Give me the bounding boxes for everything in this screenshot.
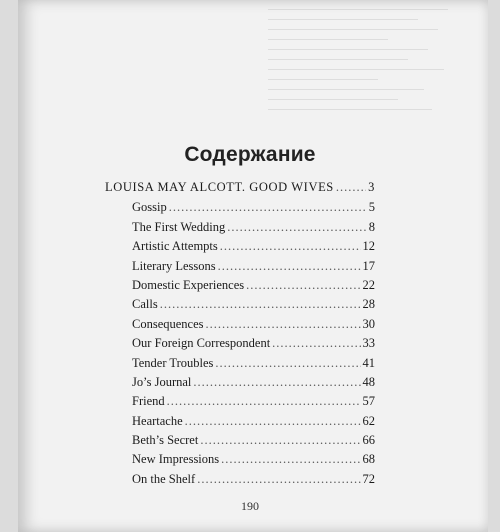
toc-entry-page: 12 [362,239,375,254]
toc-entry-page: 3 [368,180,375,194]
toc-entry-label: Calls [132,297,158,312]
toc-entry-page: 28 [362,297,375,312]
toc-entry-label: Beth’s Secret [132,433,199,448]
toc-entry[interactable] [105,220,375,239]
dot-leader [336,180,366,195]
toc-entry-label: Literary Lessons [132,258,216,273]
dot-leader [197,472,360,487]
dot-leader [185,414,361,429]
toc-entry-page: 5 [368,200,375,215]
dot-leader [167,394,361,409]
toc-entry[interactable] [105,297,375,316]
dot-leader [193,375,360,390]
dot-leader [206,317,361,332]
toc-entry-label: Heartache [132,413,183,428]
toc-entry-page: 33 [362,336,375,351]
toc-entry[interactable] [105,375,375,394]
dot-leader [227,220,367,235]
toc-entry[interactable] [105,278,375,297]
toc-entry-page: 72 [362,471,375,486]
bleed-through-text [268,0,468,110]
dot-leader [272,336,360,351]
toc-entry-page: 17 [362,258,375,273]
toc-entry-label: Tender Troubles [132,355,214,370]
dot-leader [246,278,360,293]
toc-entry-label: LOUISA MAY ALCOTT. GOOD WIVES [105,180,334,194]
toc-entry-page: 48 [362,374,375,389]
page-number: 190 [241,499,259,513]
toc-entry[interactable] [105,472,375,491]
toc-entry-main[interactable] [105,180,375,199]
toc-entry-page: 68 [362,452,375,467]
toc-entry-page: 57 [362,394,375,409]
toc-entry[interactable] [105,259,375,278]
toc-entry-page: 8 [368,219,375,234]
dot-leader [220,239,361,254]
toc-entry[interactable] [105,356,375,375]
toc-entry-label: New Impressions [132,452,220,467]
toc-entry[interactable] [105,452,375,471]
table-of-contents [105,180,375,491]
toc-entry[interactable] [105,414,375,433]
dot-leader [221,452,360,467]
toc-entry-label: Our Foreign Correspondent [132,336,271,351]
toc-entry-page: 30 [362,316,375,331]
toc-entry-label: Friend [132,394,165,409]
dot-leader [169,200,367,215]
page-title: Содержание [184,143,316,166]
toc-entry-label: Gossip [132,200,167,215]
toc-entry[interactable] [105,200,375,219]
dot-leader [160,297,361,312]
toc-entry[interactable] [105,394,375,413]
dot-leader [215,356,360,371]
toc-entry-page: 41 [362,355,375,370]
toc-entry-label: Domestic Experiences [132,277,245,292]
toc-entry-label: Jo’s Journal [132,374,192,389]
toc-entry[interactable] [105,433,375,452]
toc-entry-label: Artistic Attempts [132,239,218,254]
toc-entry[interactable] [105,317,375,336]
dot-leader [200,433,360,448]
toc-entry[interactable] [105,336,375,355]
toc-entry-label: The First Wedding [132,219,226,234]
toc-entry-page: 22 [362,277,375,292]
toc-entry[interactable] [105,239,375,258]
dot-leader [218,259,361,274]
toc-entry-label: Consequences [132,316,204,331]
toc-entry-page: 66 [362,433,375,448]
toc-entry-page: 62 [362,413,375,428]
toc-entry-label: On the Shelf [132,471,196,486]
